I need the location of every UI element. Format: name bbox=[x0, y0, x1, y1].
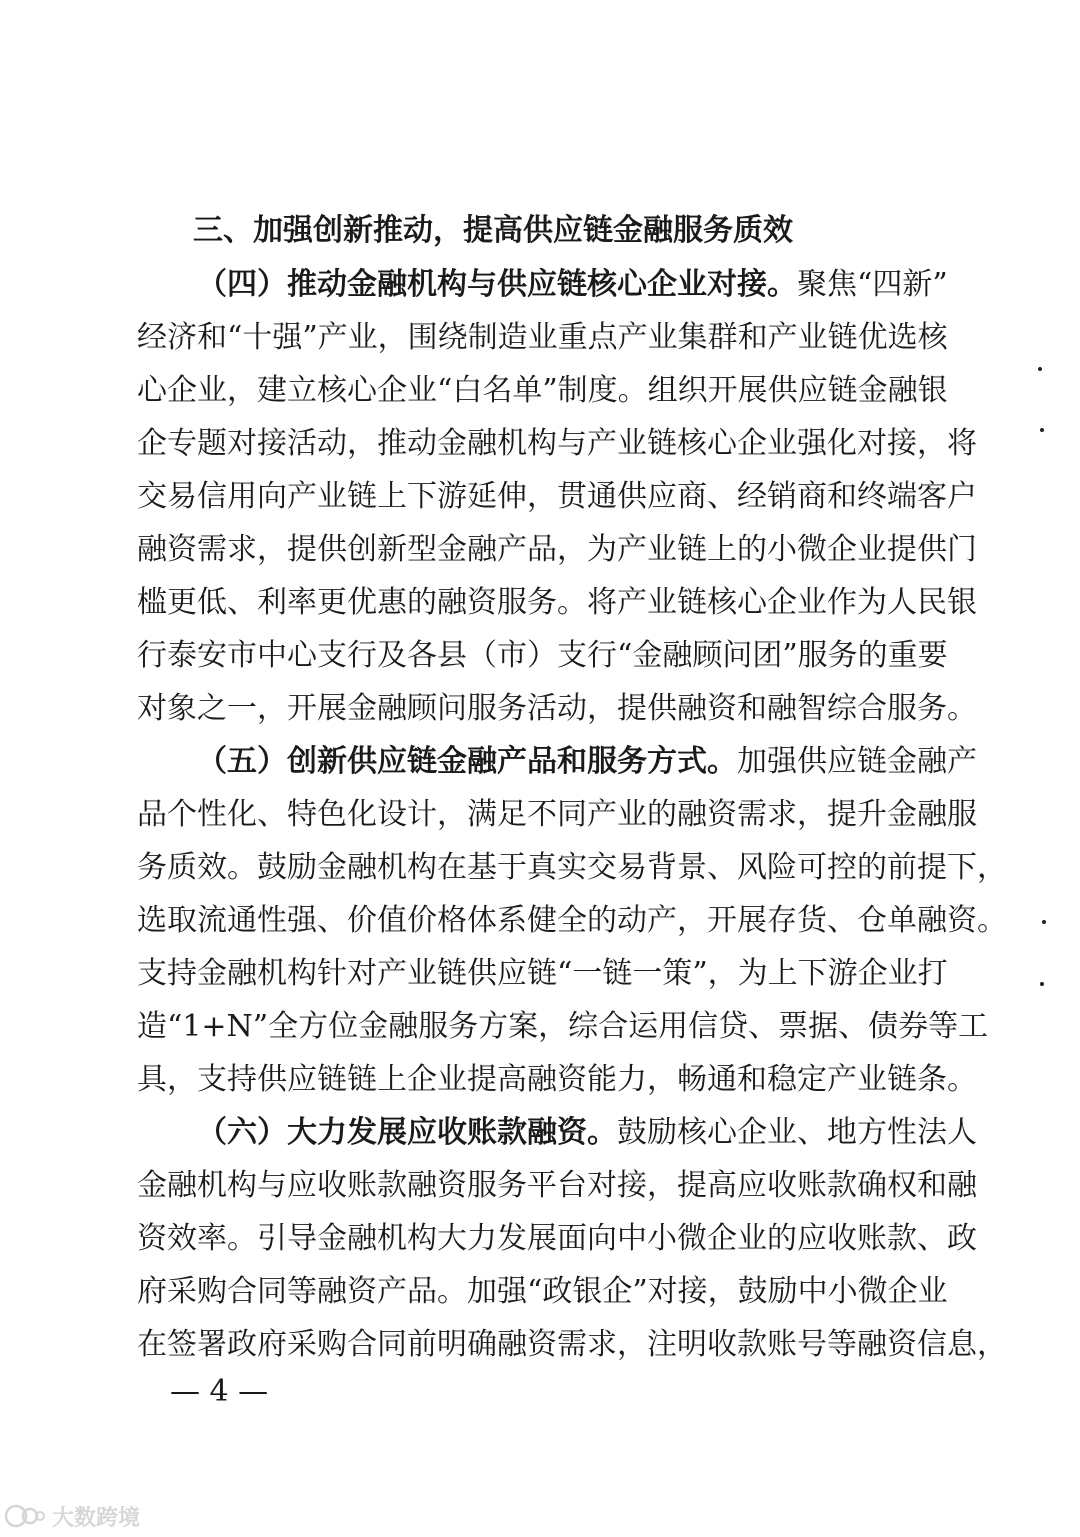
paragraph-first-line bbox=[197, 742, 977, 782]
paragraph-line: 品个性化、特色化设计，满足不同产业的融资需求，提升金融服 bbox=[137, 797, 977, 832]
paragraph-text: 聚焦“四新” bbox=[797, 267, 948, 302]
paragraph-line: 造“1+N”全方位金融服务方案，综合运用信贷、票据、债券等工 bbox=[137, 1009, 989, 1044]
watermark-text: 大数跨境 bbox=[52, 1505, 141, 1531]
paragraph-line: 心企业，建立核心企业“白名单”制度。组织开展供应链金融银 bbox=[137, 373, 948, 408]
page-number: — 4 — bbox=[170, 1374, 269, 1409]
scan-speck bbox=[1040, 428, 1044, 432]
paragraph-line: 槛更低、利率更优惠的融资服务。将产业链核心企业作为人民银 bbox=[137, 585, 977, 620]
paragraph-first-line bbox=[197, 1113, 977, 1153]
section-heading: 三、加强创新推动，提高供应链金融服务质效 bbox=[193, 213, 793, 248]
paragraph-line: 具，支持供应链链上企业提高融资能力，畅通和稳定产业链条。 bbox=[137, 1062, 977, 1097]
paragraph-line: 资效率。引导金融机构大力发展面向中小微企业的应收账款、政 bbox=[137, 1221, 977, 1256]
paragraph-line: 行泰安市中心支行及各县（市）支行“金融顾问团”服务的重要 bbox=[137, 638, 948, 673]
paragraph-first-line bbox=[197, 265, 948, 305]
watermark bbox=[4, 1498, 140, 1534]
paragraph-text: 鼓励核心企业、地方性法人 bbox=[617, 1115, 977, 1150]
paragraph-line: 支持金融机构针对产业链供应链“一链一策”，为上下游企业打 bbox=[137, 956, 948, 991]
paragraph-lead: （五）创新供应链金融产品和服务方式。 bbox=[197, 744, 737, 779]
paragraph-line: 在签署政府采购合同前明确融资需求，注明收款账号等融资信息， bbox=[137, 1327, 1007, 1362]
scan-speck bbox=[1038, 367, 1042, 371]
scan-speck bbox=[1040, 982, 1044, 986]
paragraph-lead: （四）推动金融机构与供应链核心企业对接。 bbox=[197, 267, 797, 302]
paragraph-line: 选取流通性强、价值价格体系健全的动产，开展存货、仓单融资。 bbox=[137, 903, 1007, 938]
paragraph-line: 融资需求，提供创新型金融产品，为产业链上的小微企业提供门 bbox=[137, 532, 977, 567]
paragraph-line: 交易信用向产业链上下游延伸，贯通供应商、经销商和终端客户 bbox=[137, 479, 977, 514]
paragraph-line: 对象之一，开展金融顾问服务活动，提供融资和融智综合服务。 bbox=[137, 691, 977, 726]
paragraph-line: 务质效。鼓励金融机构在基于真实交易背景、风险可控的前提下， bbox=[137, 850, 1007, 885]
paragraph-line: 金融机构与应收账款融资服务平台对接，提高应收账款确权和融 bbox=[137, 1168, 977, 1203]
paragraph-lead: （六）大力发展应收账款融资。 bbox=[197, 1115, 617, 1150]
paragraph-line: 府采购合同等融资产品。加强“政银企”对接，鼓励中小微企业 bbox=[137, 1274, 948, 1309]
bubble-logo-icon bbox=[4, 1502, 46, 1530]
paragraph-text: 加强供应链金融产 bbox=[737, 744, 977, 779]
paragraph-line: 企专题对接活动，推动金融机构与产业链核心企业强化对接，将 bbox=[137, 426, 977, 461]
scan-speck bbox=[1042, 920, 1046, 924]
paragraph-line: 经济和“十强”产业，围绕制造业重点产业集群和产业链优选核 bbox=[137, 320, 948, 355]
